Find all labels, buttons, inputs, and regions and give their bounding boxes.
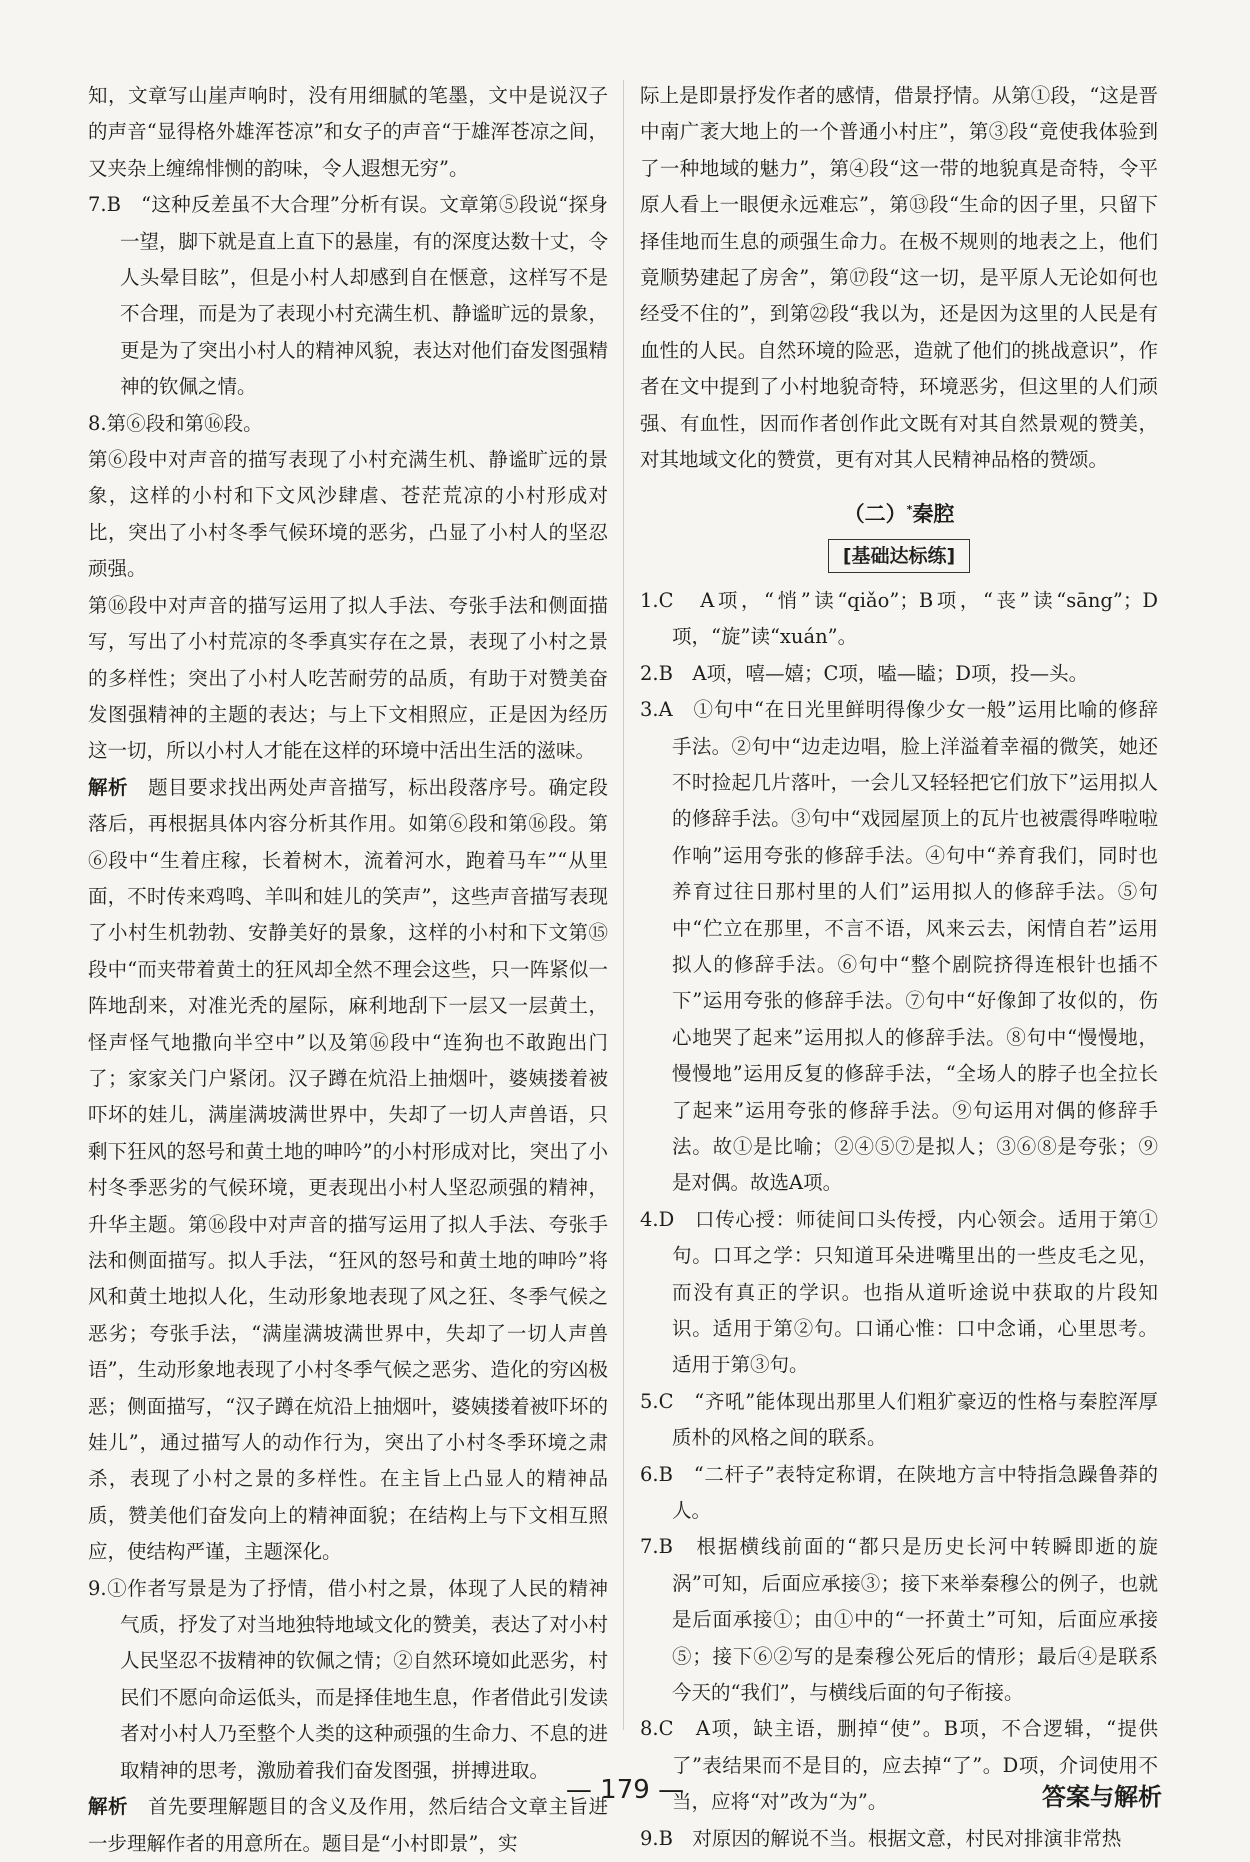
footer-label: 答案与解析: [1042, 1783, 1162, 1811]
answer-4: 4.D 口传心授：师徒间口头传授，内心领会。适用于第①句。口耳之学：只知道耳朵进嘴里出的一些皮毛之见，而没有真正的学识。也指从道听途说中获取的片段知识。适用于第②句。口诵心惟：口中念诵，心里思考。适用于第③句。: [640, 1207, 1158, 1377]
answer-9: 9.B 对原因的解说不当。根据文意，村民对排演非常热: [640, 1826, 1122, 1850]
left-column: [88, 78, 608, 1862]
answer-7: 7.B 根据横线前面的“都只是历史长河中转瞬即逝的旋涡”可知，后面应承接③；接下来举秦穆公的例子，也就是后面承接①；由①中的“一抔黄土”可知，后面应承接⑤；接下⑥②写的是秦穆公死后的情形；最后④是联系今天的“我们”，与横线后面的句子衔接。: [640, 1535, 1158, 1705]
answer-7: 7.B “这种反差虽不大合理”分析有误。文章第⑤段说“探身一望，脚下就是直上直下的悬崖，有的深度达数十丈，令人头晕目眩”，但是小村人却感到自在惬意，这样写不是不合理，而是为了表现小村充满生机、静谧旷远的景象，更是为了突出小村人的精神风貌，表达对他们奋发图强精神的钦佩之情。: [88, 193, 608, 399]
right-column: [640, 78, 1158, 1857]
section-mark: *: [906, 503, 913, 517]
answer-8: 8.C A项，缺主语，删掉“使”。B项，不合逻辑，“提供了”表结果而不是目的，应去掉“了”。D项，介词使用不当，应将“对”改为“为”。: [640, 1717, 1158, 1814]
section-name: 秦腔: [912, 502, 955, 527]
analysis-text: 首先要理解题目的含义及作用，然后结合文章主旨进一步理解作者的用意所在。题目是“小村即景”，实: [88, 1795, 608, 1855]
answer-8-point-a: 第⑥段中对声音的描写表现了小村充满生机、静谧旷远的景象，这样的小村和下文风沙肆虐、苍茫荒凉的小村形成对比，突出了小村冬季气候环境的恶劣，凸显了小村人的坚忍顽强。: [88, 448, 608, 581]
analysis-label: 解析: [88, 775, 129, 799]
answer-continuation: 知，文章写山崖声响时，没有用细腻的笔墨，文中是说汉子的声音“显得格外雄浑苍凉”和女子的声音“于雄浑苍凉之间，又夹杂上缠绵悱恻的韵味，令人遐想无穷”。: [88, 84, 608, 180]
answer-8-point-b: 第⑯段中对声音的描写运用了拟人手法、夸张手法和侧面描写，写出了小村荒凉的冬季真实存在之景，表现了小村之景的多样性；突出了小村人吃苦耐劳的品质，有助于对赞美奋发图强精神的主题的表达；与上下文相照应，正是因为经历这一切，所以小村人才能在这样的环境中活出生活的滋味。: [88, 593, 608, 763]
section-number: （二）: [843, 502, 907, 527]
answer-1: 1.C A项，“悄”读“qiǎo”；B项，“丧”读“sāng”；D项，“旋”读“xuán”。: [640, 588, 1158, 649]
answer-2: 2.B A项，嘻—嬉；C项，嗑—瞌；D项，投—头。: [640, 661, 1089, 685]
analysis-text: 题目要求找出两处声音描写，标出段落序号。确定段落后，再根据具体内容分析其作用。如第⑥段和第⑯段。第⑥段中“生着庄稼，长着树木，流着河水，跑着马车”“从里面，不时传来鸡鸣、羊叫和娃儿的笑声”，这些声音描写表现了小村生机勃勃、安静美好的景象，这样的小村和下文第⑮段中“而夹带着黄土的狂风却全然不理会这些，只一阵紧似一阵地刮来，对准光秃的屋际，麻利地刮下一层又一层黄土，怪声怪气地撒向半空中”以及第⑯段中“连狗也不敢跑出门了；家家关门户紧闭。汉子蹲在炕沿上抽烟叶，婆姨搂着被吓坏的娃儿，满崖满坡满世界中，失却了一切人声兽语，只剩下狂风的怒号和黄土地的呻吟”的小村形成对比，突出了小村冬季恶劣的气候环境，更表现出小村人坚忍顽强的精神，升华主题。第⑯段中对声音的描写运用了拟人手法、夸张手法和侧面描写。拟人手法，“狂风的怒号和黄土地的呻吟”将风和黄土地拟人化，生动形象地表现了风之狂、冬季气候之恶劣；夸张手法，“满崖满坡满世界中，失却了一切人声兽语”，生动形象地表现了小村冬季气候之恶劣、造化的穷凶极恶；侧面描写，“汉子蹲在炕沿上抽烟叶，婆姨搂着被吓坏的娃儿”，通过描写人的动作行为，突出了小村冬季环境之肃杀，表现了小村之景的多样性。在主旨上凸显人的精神品质，赞美他们奋发向上的精神面貌；在结构上与下文相互照应，使结构严谨，主题深化。: [88, 775, 608, 1564]
answer-6: 6.B “二杆子”表特定称谓，在陕地方言中特指急躁鲁莽的人。: [640, 1462, 1158, 1523]
column-divider: [623, 80, 624, 1730]
exercise-label: [基础达标练]: [828, 539, 970, 573]
analysis-continuation: 际上是即景抒发作者的感情，借景抒情。从第①段，“这是晋中南广袤大地上的一个普通小村庄”，第③段“竟使我体验到了一种地域的魅力”，第④段“这一带的地貌真是奇特，令平原人看上一眼便永远难忘”，第⑬段“生命的因子里，只留下择佳地而生息的顽强生命力。在极不规则的地表之上，他们竟顺势建起了房舍”，第⑰段“这一切，是平原人无论如何也经受不住的”，到第㉒段“我以为，还是因为这里的人民是有血性的人民。自然环境的险恶，造就了他们的挑战意识”，作者在文中提到了小村地貌奇特，环境恶劣，但这里的人们顽强、有血性，因而作者创作此文既有对其自然景观的赞美，对其地域文化的赞赏，更有对其人民精神品格的赞颂。: [640, 84, 1158, 472]
answer-8: 8.第⑥段和第⑯段。: [88, 411, 263, 435]
section-heading: [640, 492, 1158, 532]
answer-8-analysis: [88, 770, 608, 1571]
page-number: — 179 —: [565, 1775, 685, 1805]
analysis-label: 解析: [88, 1795, 129, 1819]
exercise-label-wrap: [640, 538, 1158, 574]
answer-9: 9.①作者写景是为了抒情，借小村之景，体现了人民的精神气质，抒发了对当地独特地域文化的赞美，表达了对小村人民坚忍不拔精神的钦佩之情；②自然环境如此恶劣，村民们不愿向命运低头，而是择佳地生息，作者借此引发读者对小村人乃至整个人类的这种顽强的生命力、不息的进取精神的思考，激励着我们奋发图强，拼搏进取。: [88, 1576, 608, 1782]
answer-3: 3.A ①句中“在日光里鲜明得像少女一般”运用比喻的修辞手法。②句中“边走边唱，脸上洋溢着幸福的微笑，她还不时捡起几片落叶，一会儿又轻轻把它们放下”运用拟人的修辞手法。③句中“戏园屋顶上的瓦片也被震得哗啦啦作响”运用夸张的修辞手法。④句中“养育我们，同时也养育过往日那村里的人们”运用拟人的修辞手法。⑤句中“伫立在那里，不言不语，风来云去，闲情自若”运用拟人的修辞手法。⑥句中“整个剧院挤得连根针也插不下”运用夸张的修辞手法。⑦句中“好像卸了妆似的，伤心地哭了起来”运用拟人的修辞手法。⑧句中“慢慢地，慢慢地”运用反复的修辞手法，“全场人的脖子也全拉长了起来”运用夸张的修辞手法。⑨句运用对偶的修辞手法。故①是比喻；②④⑤⑦是拟人；③⑥⑧是夸张；⑨是对偶。故选A项。: [640, 698, 1158, 1195]
answer-5: 5.C “齐吼”能体现出那里人们粗犷豪迈的性格与秦腔浑厚质朴的风格之间的联系。: [640, 1389, 1158, 1450]
